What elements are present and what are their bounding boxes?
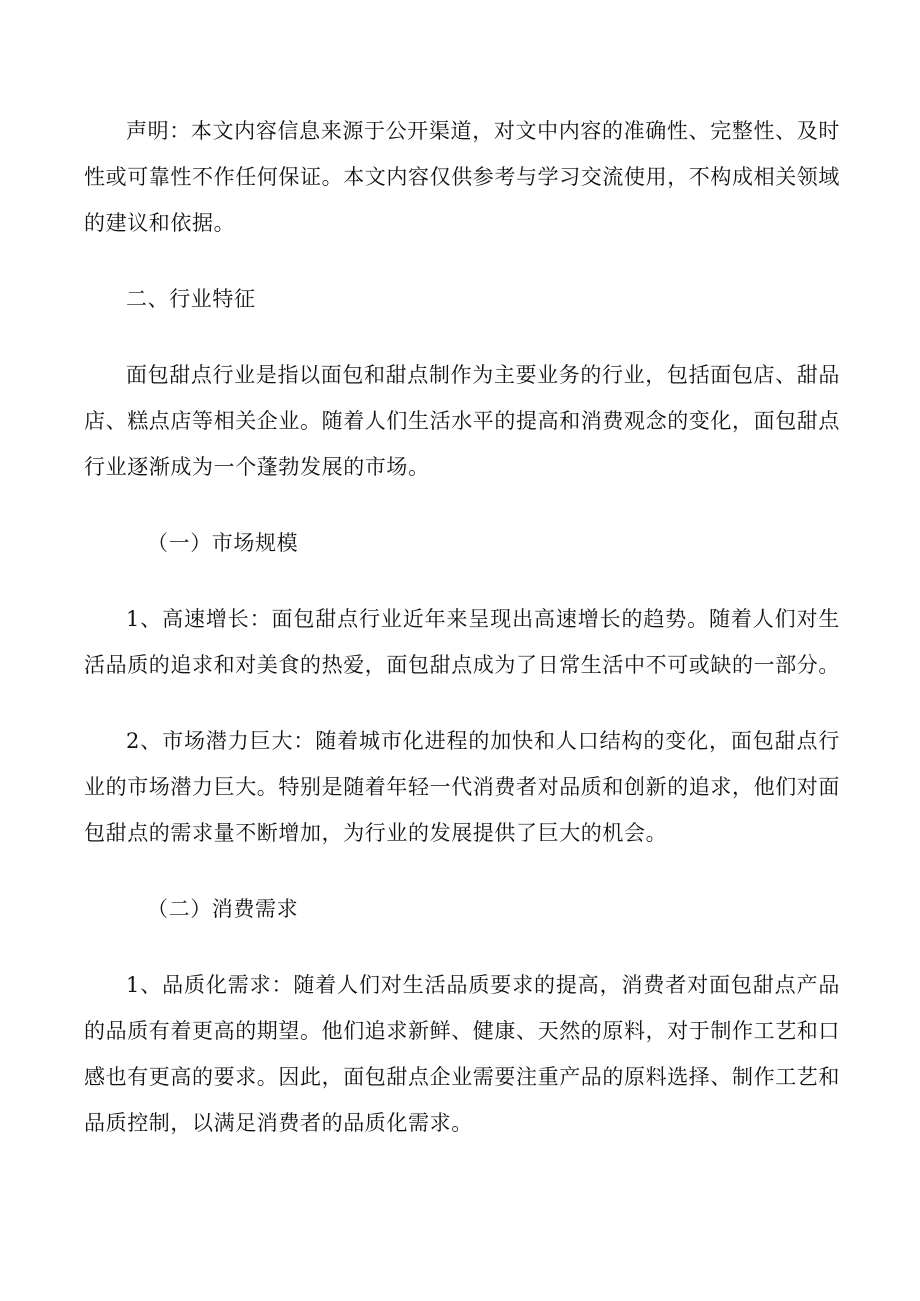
market-size-heading: （一）市场规模 [147,531,299,555]
disclaimer-paragraph: 声明：本文内容信息来源于公开渠道，对文中内容的准确性、完整性、及时性或可靠性不作任何保证。本文内容仅供参考与学习交流使用，不构成相关领域的建议和依据。 [84,119,840,235]
intro-paragraph: 面包甜点行业是指以面包和甜点制作为主要业务的行业，包括面包店、甜品店、糕点店等相关企业。随着人们生活水平的提高和消费观念的变化，面包甜点行业逐渐成为一个蓬勃发展的市场。 [84,363,840,479]
document-page [84,108,840,1146]
rapid-growth-paragraph: 1、高速增长：面包甜点行业近年来呈现出高速增长的趋势。随着人们对生活品质的追求和对美食的热爱，面包甜点成为了日常生活中不可或缺的一部分。 [84,607,840,677]
section-heading: 二、行业特征 [126,287,256,311]
market-potential-paragraph: 2、市场潜力巨大：随着城市化进程的加快和人口结构的变化，面包甜点行业的市场潜力巨大。特别是随着年轻一代消费者对品质和创新的追求，他们对面包甜点的需求量不断增加，为行业的发展提供了巨大的机会。 [84,729,840,845]
consumer-demand-heading: （二）消费需求 [147,897,299,921]
quality-demand-paragraph: 1、品质化需求：随着人们对生活品质要求的提高，消费者对面包甜点产品的品质有着更高的期望。他们追求新鲜、健康、天然的原料，对于制作工艺和口感也有更高的要求。因此，面包甜点企业需要注重产品的原料选择、制作工艺和品质控制，以满足消费者的品质化需求。 [84,973,840,1135]
